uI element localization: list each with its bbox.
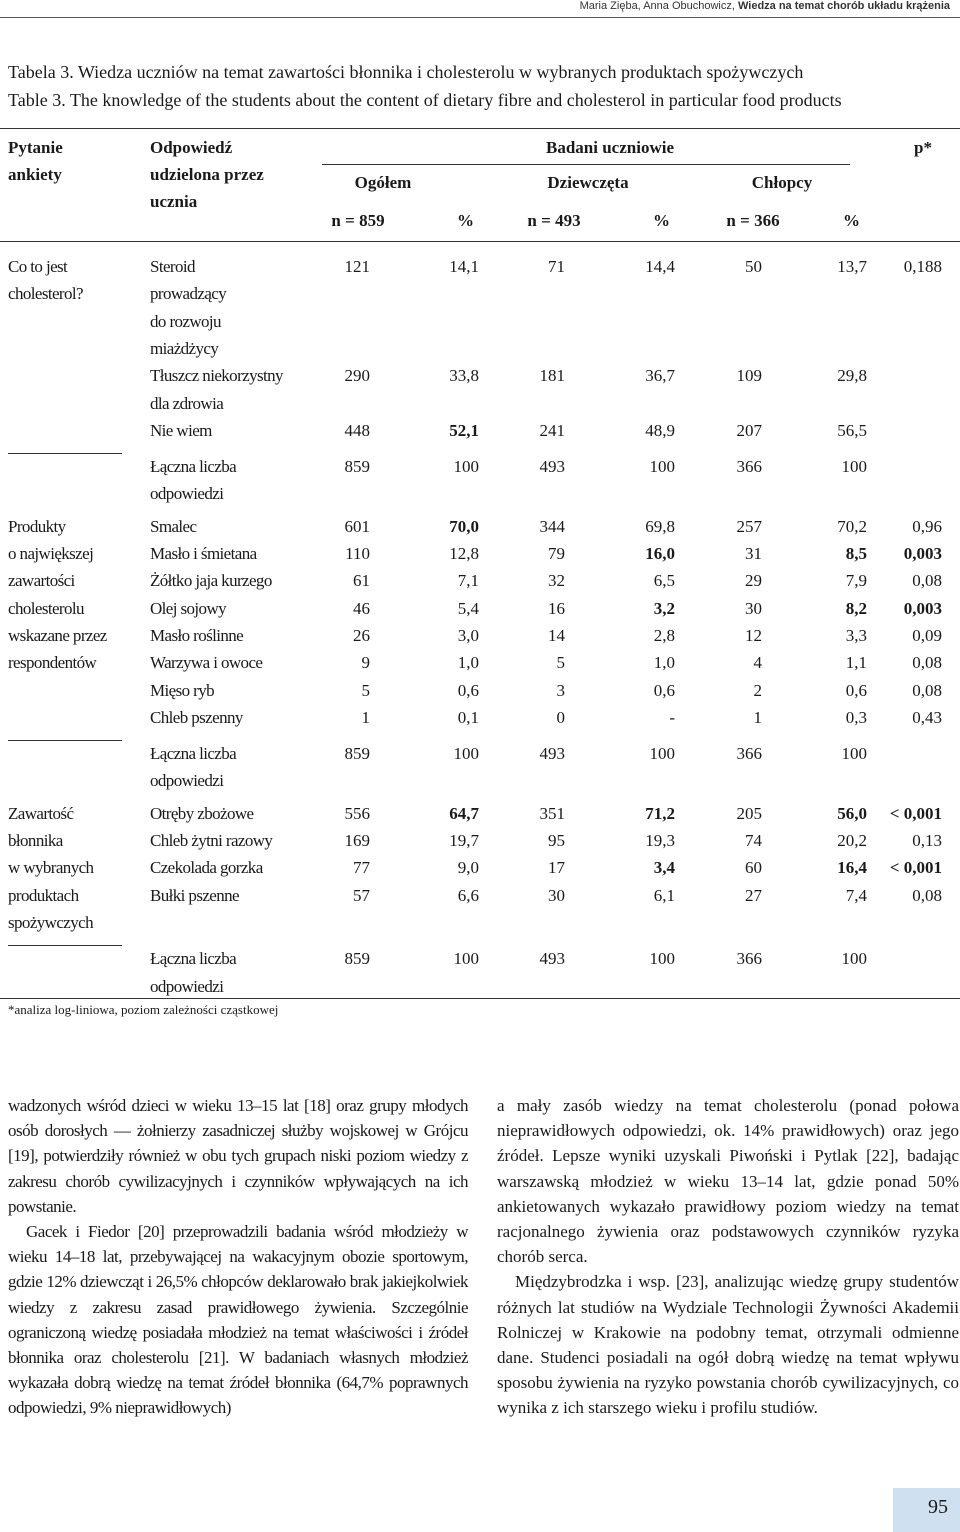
total-cell-pct_b: 100 <box>841 457 867 477</box>
page-number-box <box>893 1488 960 1532</box>
cell-p: 0,003 <box>903 598 942 618</box>
header-boys: Chłopcy <box>751 173 813 192</box>
cell-n: 5 <box>361 680 370 700</box>
cell-n_g: 351 <box>539 803 565 823</box>
cell-pct_b: 3,3 <box>845 625 867 645</box>
total-cell-pct: 100 <box>453 949 479 969</box>
cell-pct_b: 8,2 <box>845 598 867 618</box>
header-answer: ucznia <box>150 192 198 211</box>
running-head-title: Wiedza na temat chorób układu krążenia <box>737 0 950 12</box>
total-label: Łączna liczba <box>150 744 237 764</box>
answer-label: Bułki pszenne <box>150 885 239 905</box>
cell-p: 0,08 <box>912 680 942 700</box>
cell-pct_g: 36,7 <box>645 366 675 386</box>
cell-pct_b: 1,1 <box>845 653 867 673</box>
cell-pct_b: 13,7 <box>837 257 867 276</box>
cell-n_b: 29 <box>745 571 762 591</box>
cell-n: 121 <box>344 257 370 276</box>
answer-label: prowadzący <box>150 284 227 304</box>
cell-p: 0,08 <box>912 885 942 905</box>
cell-n: 290 <box>344 366 370 386</box>
section-divider <box>8 453 122 454</box>
cell-pct_g: 1,0 <box>653 653 675 673</box>
cell-pct_b: 56,5 <box>837 420 867 440</box>
header-n-girls: n = 493 <box>527 211 581 230</box>
cell-p: 0,13 <box>912 831 942 850</box>
cell-pct: 12,8 <box>449 544 479 563</box>
table-caption-pl: Tabela 3. Wiedza uczniów na temat zawartości błonnika i cholesterolu w wybranych produktach spożywczych <box>8 62 804 82</box>
cell-p: 0,08 <box>912 653 942 673</box>
cell-n: 110 <box>345 544 370 563</box>
header-girls: Dziewczęta <box>547 173 629 192</box>
running-head <box>580 0 950 12</box>
cell-n: 9 <box>361 653 370 673</box>
question-label: cholesterolu <box>8 598 84 618</box>
cell-n_g: 17 <box>548 858 565 878</box>
cell-pct_b: 16,4 <box>837 858 867 878</box>
body-text-right-column <box>497 1093 959 1421</box>
cell-pct_b: 0,3 <box>845 707 867 727</box>
question-label: respondentów <box>8 653 97 673</box>
cell-pct_g: 3,2 <box>653 598 675 618</box>
section-divider <box>8 945 122 946</box>
answer-label: Mięso ryb <box>150 680 215 700</box>
body-text-left-column <box>8 1093 468 1421</box>
total-cell-n: 859 <box>344 457 370 477</box>
table-caption-en: Table 3. The knowledge of the students about the content of dietary fibre and cholesterol in particular food products <box>8 90 842 110</box>
answer-label: Chleb żytni razowy <box>150 831 273 850</box>
header-pct: % <box>653 211 670 230</box>
cell-n_b: 74 <box>745 831 762 850</box>
cell-n_b: 109 <box>736 366 762 386</box>
cell-pct_g: 16,0 <box>645 544 675 563</box>
cell-n_b: 60 <box>745 858 762 878</box>
cell-pct: 0,6 <box>457 680 479 700</box>
cell-pct: 1,0 <box>457 653 479 673</box>
header-group-rule <box>322 164 850 165</box>
header-answer: udzielona przez <box>150 165 264 184</box>
answer-label: Masło roślinne <box>150 625 244 645</box>
cell-pct: 9,0 <box>457 858 479 878</box>
header-answer: Odpowiedź <box>150 138 233 157</box>
cell-n_g: 30 <box>548 885 565 905</box>
cell-pct: 19,7 <box>449 831 479 850</box>
cell-n_b: 12 <box>745 625 762 645</box>
cell-pct: 70,0 <box>449 516 479 536</box>
answer-label: Steroid <box>150 257 195 276</box>
question-label: Zawartość <box>8 803 74 823</box>
cell-pct_g: 0,6 <box>653 680 675 700</box>
total-label: Łączna liczba <box>150 457 237 477</box>
header-n-total: n = 859 <box>331 211 385 230</box>
cell-p: < 0,001 <box>889 803 942 823</box>
cell-n_g: 79 <box>548 544 565 563</box>
page-number: 95 <box>928 1496 948 1518</box>
table-bottom-rule <box>0 998 960 999</box>
total-cell-n_b: 366 <box>736 744 762 764</box>
answer-label: Nie wiem <box>150 420 212 440</box>
total-label: Łączna liczba <box>150 949 237 969</box>
answer-label: dla zdrowia <box>150 393 224 413</box>
cell-pct_b: 0,6 <box>845 680 867 700</box>
header-n-boys: n = 366 <box>726 211 780 230</box>
cell-n: 77 <box>353 858 370 878</box>
total-cell-pct: 100 <box>453 457 479 477</box>
cell-pct: 7,1 <box>457 571 479 591</box>
cell-pct_g: 71,2 <box>645 803 675 823</box>
cell-pct: 0,1 <box>457 707 479 727</box>
header-rule <box>0 17 960 18</box>
cell-n_g: 0 <box>556 707 565 727</box>
answer-label: Warzywa i owoce <box>150 653 263 673</box>
answer-label: do rozwoju <box>150 311 221 331</box>
total-label: odpowiedzi <box>150 484 224 504</box>
total-cell-n_g: 493 <box>539 457 565 477</box>
total-cell-pct_b: 100 <box>841 744 867 764</box>
answer-label: Smalec <box>150 516 197 536</box>
cell-n: 26 <box>353 625 370 645</box>
cell-pct_b: 20,2 <box>837 831 867 850</box>
answer-label: Olej sojowy <box>150 598 227 618</box>
cell-pct_b: 56,0 <box>837 803 867 823</box>
cell-n_g: 3 <box>556 680 565 700</box>
cell-p: 0,188 <box>903 257 942 276</box>
cell-n_g: 344 <box>539 516 565 536</box>
cell-pct_g: 6,1 <box>653 885 675 905</box>
cell-n_b: 2 <box>753 680 762 700</box>
answer-label: Żółtko jaja kurzego <box>150 571 272 591</box>
total-label: odpowiedzi <box>150 976 224 996</box>
question-label: Co to jest <box>8 257 68 276</box>
cell-pct_g: 19,3 <box>645 831 675 850</box>
cell-n_g: 16 <box>548 598 565 618</box>
question-label: w wybranych <box>8 858 94 878</box>
total-cell-pct_b: 100 <box>841 949 867 969</box>
total-cell-n: 859 <box>344 949 370 969</box>
cell-pct_g: 2,8 <box>653 625 675 645</box>
question-label: Produkty <box>8 516 66 536</box>
header-pct: % <box>843 211 860 230</box>
table-top-rule <box>0 128 960 129</box>
cell-pct: 5,4 <box>457 598 479 618</box>
header-pct: % <box>457 211 474 230</box>
cell-n: 46 <box>353 598 370 618</box>
cell-pct: 14,1 <box>449 257 479 276</box>
cell-n_g: 181 <box>539 366 565 386</box>
total-cell-n_g: 493 <box>539 949 565 969</box>
cell-pct_b: 70,2 <box>837 516 867 536</box>
total-cell-n_b: 366 <box>736 949 762 969</box>
cell-n_b: 257 <box>736 516 762 536</box>
cell-n_g: 32 <box>548 571 565 591</box>
total-label: odpowiedzi <box>150 771 224 791</box>
cell-n: 556 <box>344 803 370 823</box>
cell-n_b: 207 <box>736 420 762 440</box>
total-cell-pct_g: 100 <box>649 457 675 477</box>
paragraph: Gacek i Fiedor [20] przeprowadzili badania wśród młodzieży w wieku 14–18 lat, przebywającej na wakacyjnym obozie sportowym, gdzie 12% dziewcząt i 26,5% chłopców deklarowało brak jakiejkolwiek wiedzy z zakresu zasad prawidłowego żywienia. Szczególnie ograniczoną wiedzę posiadała młodzież na temat właściwości i źródeł błonnika oraz cholesterolu [21]. W badaniach własnych młodzież wykazała dobrą wiedzę na temat źródeł błonnika (64,7% poprawnych odpowiedzi, 9% nieprawidłowych) <box>8 1222 468 1418</box>
answer-label: Otręby zbożowe <box>150 803 254 823</box>
question-label: błonnika <box>8 831 63 850</box>
paragraph: Międzybrodzka i wsp. [23], analizując wiedzę grupy studentów różnych lat studiów na Wydziale Technologii Żywności Akademii Rolniczej w Krakowie na podobny temat, otrzymali odmienne dane. Studenci posiadali na ogół dobrą wiedzę na temat wpływu sposobu żywienia na ryzyko powstania chorób cywilizacyjnych, co wynika z ich starszego wieku i profilu studiów. <box>497 1272 959 1418</box>
table-footnote: *analiza log-liniowa, poziom zależności cząstkowej <box>8 1002 279 1017</box>
cell-p: < 0,001 <box>889 858 942 878</box>
question-label: spożywczych <box>8 912 93 932</box>
header-question: Pytanie <box>8 138 63 157</box>
answer-label: Czekolada gorzka <box>150 858 263 878</box>
header-bottom-rule <box>0 241 960 242</box>
answer-label: Chleb pszenny <box>150 707 243 727</box>
answer-label: miażdżycy <box>150 338 219 358</box>
cell-pct_b: 29,8 <box>837 366 867 386</box>
total-cell-pct_g: 100 <box>649 949 675 969</box>
answer-label: Tłuszcz niekorzystny <box>150 366 283 386</box>
cell-pct_g: 69,8 <box>645 516 675 536</box>
header-total: Ogółem <box>354 173 412 192</box>
paragraph: wadzonych wśród dzieci w wieku 13–15 lat [18] oraz grupy młodych osób dorosłych — żołnierzy zasadniczej służby wojskowej w Grójcu [19], potwierdziły również w obu tych grupach niski poziom wiedzy z zakresu chorób cywilizacyjnych i czynników wpływających na ich powstanie. <box>8 1096 468 1216</box>
cell-p: 0,09 <box>912 625 942 645</box>
section-divider <box>8 740 122 741</box>
cell-n: 1 <box>361 707 370 727</box>
cell-p: 0,003 <box>903 544 942 563</box>
question-label: wskazane przez <box>8 625 107 645</box>
cell-pct: 52,1 <box>449 420 479 440</box>
total-cell-n_g: 493 <box>539 744 565 764</box>
question-label: cholesterol? <box>8 284 83 304</box>
running-head-authors: Maria Zięba, Anna Obuchowicz, <box>579 0 735 12</box>
cell-n_b: 205 <box>736 803 762 823</box>
cell-pct_b: 8,5 <box>845 544 867 563</box>
question-label: o największej <box>8 544 94 563</box>
cell-pct: 33,8 <box>449 366 479 386</box>
cell-n_b: 1 <box>753 707 762 727</box>
cell-n_b: 30 <box>745 598 762 618</box>
cell-pct_g: 3,4 <box>653 858 675 878</box>
cell-pct_g: 48,9 <box>645 420 675 440</box>
answer-label: Masło i śmietana <box>150 544 257 563</box>
cell-n_b: 4 <box>753 653 762 673</box>
question-label: zawartości <box>8 571 75 591</box>
cell-n: 57 <box>353 885 370 905</box>
cell-n: 169 <box>344 831 370 850</box>
cell-n: 61 <box>353 571 370 591</box>
cell-n_b: 50 <box>745 257 762 276</box>
cell-pct: 6,6 <box>457 885 479 905</box>
cell-n_g: 71 <box>548 257 565 276</box>
cell-pct_g: 14,4 <box>645 257 675 276</box>
total-cell-n: 859 <box>344 744 370 764</box>
cell-pct: 3,0 <box>457 625 479 645</box>
total-cell-pct: 100 <box>453 744 479 764</box>
cell-p: 0,08 <box>912 571 942 591</box>
cell-p: 0,43 <box>912 707 942 727</box>
cell-pct_g: - <box>669 707 675 727</box>
header-p-value: p* <box>914 138 932 157</box>
cell-n: 601 <box>344 516 370 536</box>
cell-n_g: 241 <box>539 420 565 440</box>
question-label: produktach <box>8 885 79 905</box>
cell-pct_b: 7,9 <box>845 571 867 591</box>
total-cell-n_b: 366 <box>736 457 762 477</box>
cell-pct_b: 7,4 <box>845 885 867 905</box>
cell-pct_g: 6,5 <box>653 571 675 591</box>
paragraph: a mały zasób wiedzy na temat cholesterolu (ponad połowa nieprawidłowych odpowiedzi, ok. 14% prawidłowych) oraz jego źródeł. Lepsze wyniki uzyskali Piwoński i Pytlak [22], badając warszawską młodzież w wieku 13–14 lat, gdzie ponad 50% ankietowanych wykazało prawidłowy poziom wiedzy na temat racjonalnego żywienia oraz podstawowych czynników ryzyka chorób serca. <box>497 1096 959 1267</box>
total-cell-pct_g: 100 <box>649 744 675 764</box>
cell-n_b: 27 <box>745 885 762 905</box>
cell-n_b: 31 <box>745 544 762 563</box>
cell-n_g: 14 <box>548 625 565 645</box>
cell-n_g: 5 <box>556 653 565 673</box>
cell-n_g: 95 <box>548 831 565 850</box>
cell-n: 448 <box>344 420 370 440</box>
header-question: ankiety <box>8 165 62 184</box>
cell-p: 0,96 <box>912 516 942 536</box>
cell-pct: 64,7 <box>449 803 479 823</box>
header-students-group: Badani uczniowie <box>546 138 674 157</box>
